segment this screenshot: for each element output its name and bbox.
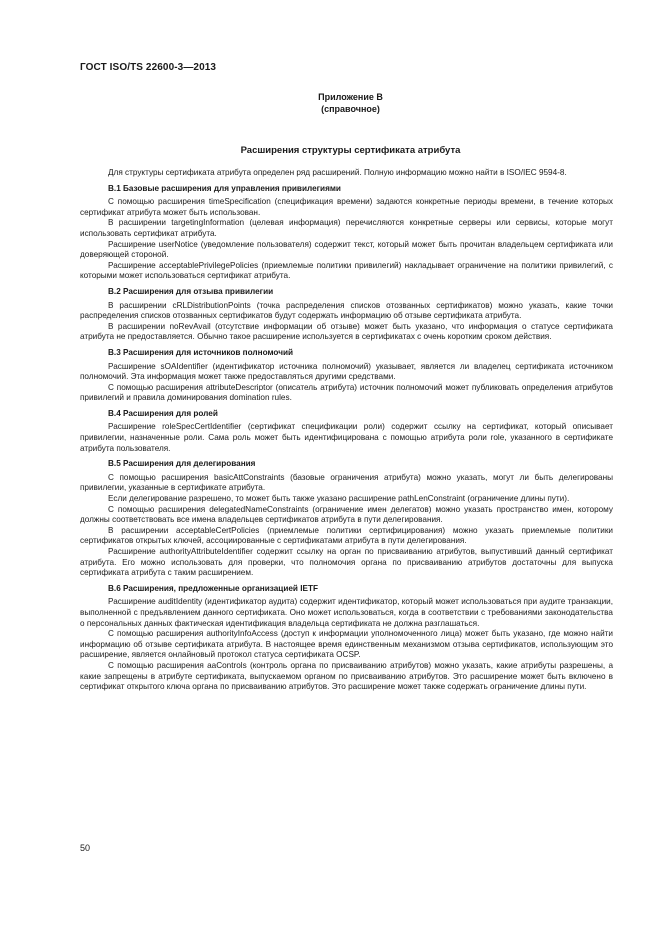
paragraph: Расширение sOAIdentifier (идентификатор источника полномочий) указывает, является ли владелец сертификата источником полномочий. Эта информация может также предоставляться другими средствами.: [80, 361, 613, 382]
section-b4: [80, 409, 613, 454]
paragraph: С помощью расширения attributeDescriptor (описатель атрибута) источник полномочий может публиковать определения атрибутов привилегий и правила доминирования domination rules.: [80, 382, 613, 403]
section-b5: [80, 459, 613, 579]
section-heading: В.1 Базовые расширения для управления привилегиями: [108, 183, 341, 193]
paragraph: В расширении noRevAvail (отсутствие информации об отзыве) может быть указано, что информация о статусе сертификата атрибута не предоставляется. Обычно такое расширение используется в сертификатах с очень коротким сроком действия.: [80, 321, 613, 342]
paragraph: С помощью расширения authorityInfoAccess (доступ к информации уполномоченного лица) может быть указано, где можно найти информацию об отзыве сертификата атрибута. В настоящее время единственным механизмом отзыва сертификатов, использующим это расширение, является онлайновый протокол статуса сертификата OCSP.: [80, 629, 613, 660]
annex-type: (справочное): [321, 104, 380, 114]
annex-label-block: [0, 91, 661, 115]
page-title: Расширения структуры сертификата атрибута: [240, 145, 461, 156]
paragraph: С помощью расширения delegatedNameConstraints (ограничение имен делегатов) можно указать пространство имен, которому должны соответствовать все имена владельцев сертификатов атрибута в пути делегирования.: [80, 504, 613, 525]
section-b6: [80, 584, 613, 693]
section-b1: [80, 184, 613, 282]
section-heading: В.6 Расширения, предложенные организацией IETF: [108, 583, 318, 593]
paragraph: С помощью расширения aaControls (контроль органа по присваиванию атрибутов) можно указать, какие атрибуты разрешены, а какие запрещены в атрибуте сертификата, выпускаемом органом по присваиванию атрибутов. Это расширение может быть включено в сертификат открытого ключа органа по присваиванию атрибутов. Это расширение может также содержать ограничение длины пути.: [80, 660, 613, 692]
annex-label: Приложение В: [318, 92, 383, 102]
paragraph: Расширение acceptablePrivilegePolicies (приемлемые политики привилегий) накладывает ограничение на политики привилегий, с которыми может использоваться сертификат атрибута.: [80, 260, 613, 281]
standard-header: ГОСТ ISO/TS 22600-3—2013: [80, 62, 217, 73]
paragraph: С помощью расширения basicAttConstraints (базовые ограничения атрибута) можно указать, могут ли быть делегированы привилегии, указанные в сертификате атрибута.: [80, 472, 613, 493]
section-heading: В.4 Расширения для ролей: [108, 408, 218, 418]
paragraph: Расширение userNotice (уведомление пользователя) содержит текст, который может быть прочитан владельцем сертификата или доверяющей стороной.: [80, 239, 613, 260]
section-heading: В.3 Расширения для источников полномочий: [108, 347, 294, 357]
section-heading: В.5 Расширения для делегирования: [108, 459, 256, 469]
paragraph: Расширение authorityAttributeIdentifier содержит ссылку на орган по присваиванию атрибутов, выпустивший данный сертификат атрибута. Его можно использовать для проверки, что полномочия органа по присваиванию атрибутов достаточны для выпуска сертификата атрибута с таким расширением.: [80, 547, 613, 578]
document-body: [80, 168, 613, 693]
paragraph: Если делегирование разрешено, то может быть также указано расширение pathLenConstraint (ограничение длины пути).: [108, 494, 570, 504]
paragraph: Расширение auditIdentity (идентификатор аудита) содержит идентификатор, который может использоваться при аудите транзакции, выполненной с предъявлением данного сертификата. Оно может использоваться, когда в соответствии с требованиями законодательства о персональных данных фактическая идентификация владельца сертификата не должна разглашаться.: [80, 597, 613, 628]
section-heading: В.2 Расширения для отзыва привилегии: [108, 286, 274, 296]
paragraph: Расширение roleSpecCertIdentifier (сертификат спецификации роли) содержит ссылку на сертификат, который описывает привилегии, назначенные роли. Сама роль может быть идентифицирована с помощью атрибута роли role, указанного в сертификате атрибута пользователя.: [80, 422, 613, 453]
paragraph: В расширении targetingInformation (целевая информация) перечисляются конкретные серверы или сервисы, которые могут использовать сертификат атрибута.: [80, 218, 613, 238]
intro-paragraph: Для структуры сертификата атрибута определен ряд расширений. Полную информацию можно найти в ISO/IEC 9594-8.: [108, 168, 567, 177]
page-number: 50: [80, 843, 91, 853]
section-b3: [80, 348, 613, 404]
section-b2: [80, 287, 613, 343]
paragraph: С помощью расширения timeSpecification (спецификация времени) задаются конкретные периоды времени, в течение которых сертификат атрибута может быть использован.: [80, 197, 613, 217]
paragraph: В расширении cRLDistributionPoints (точка распределения списков отозванных сертификатов) можно указать, какие точки распределения списков отозванных сертификатов будут содержать информацию об отзыве сертификата атрибута.: [80, 300, 613, 321]
paragraph: В расширении acceptableCertPolicies (приемлемые политики сертифицирования) можно указать приемлемые политики сертификатов открытых ключей, ассоциированные с сертификатами атрибута в пути делегирования.: [80, 525, 613, 546]
